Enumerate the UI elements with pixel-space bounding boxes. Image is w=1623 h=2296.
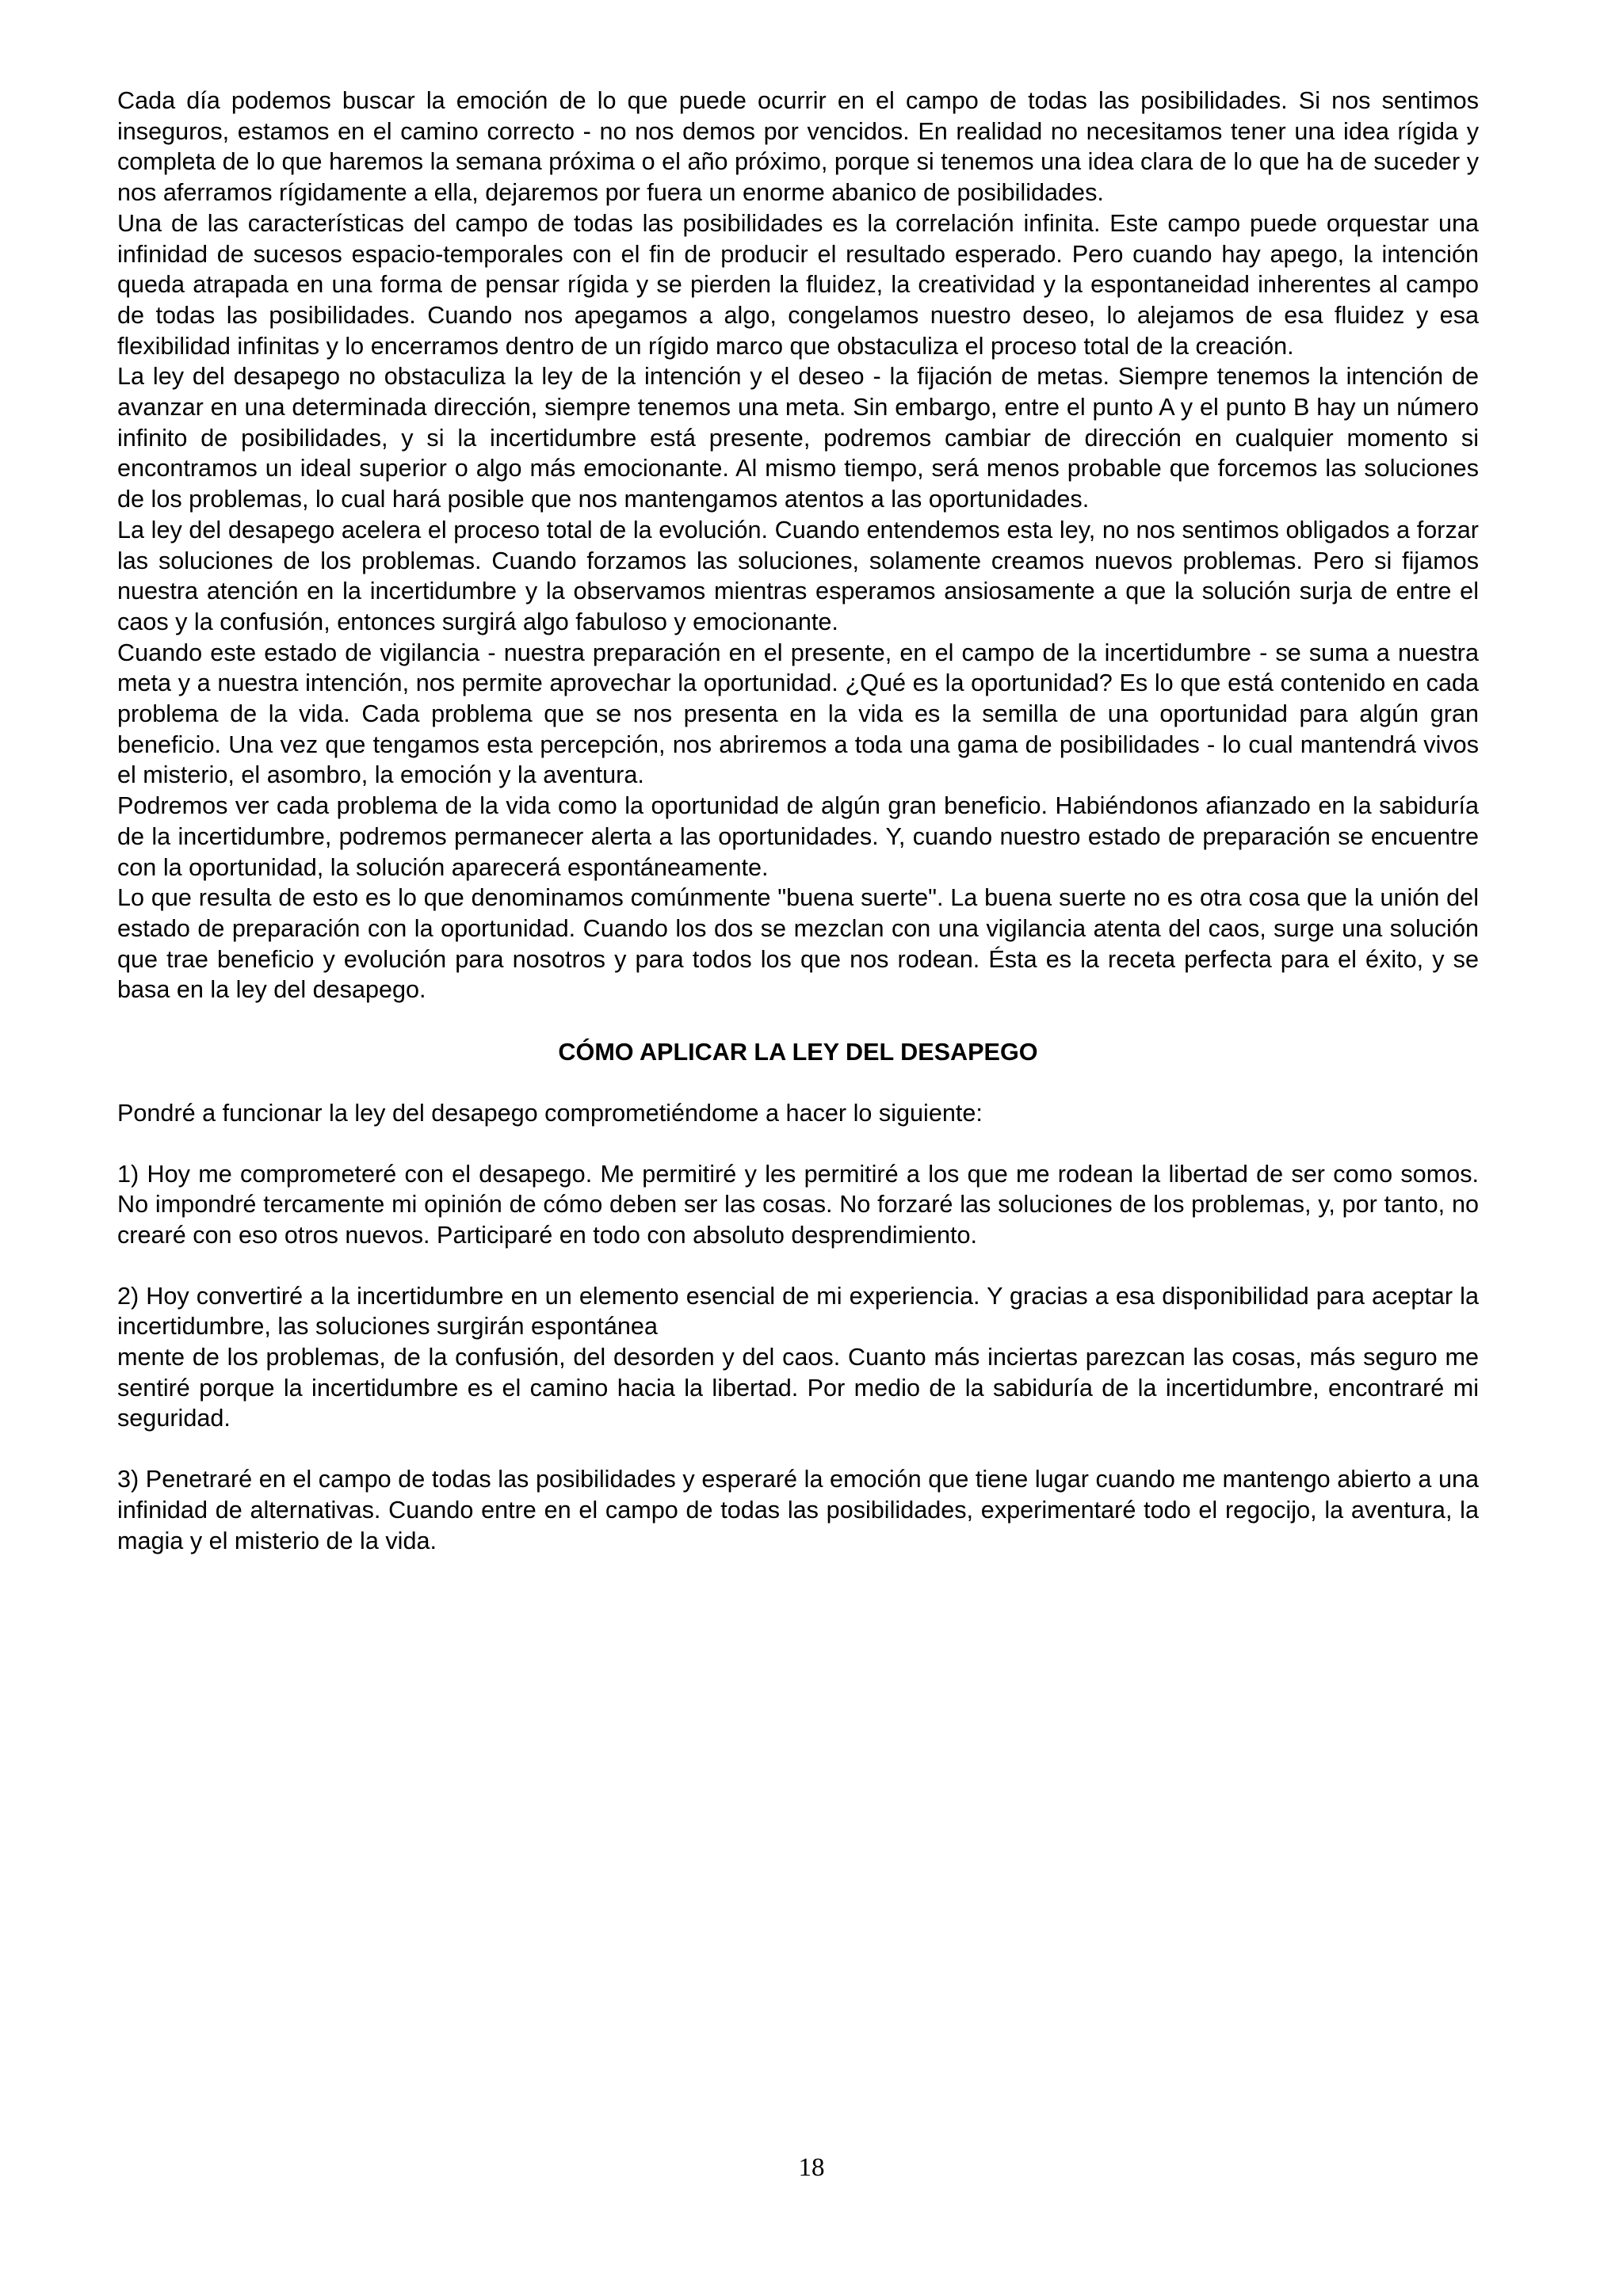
body-paragraph: Cada día podemos buscar la emoción de lo que puede ocurrir en el campo de todas las posibilidades. Si nos sentimos inseguros, estamos en el camino correcto - no nos demos por vencidos. En realidad no necesitamos tener una idea rígida y completa de lo que haremos la semana próxima o el año próximo, porque si tenemos una idea clara de lo que ha de suceder y nos aferramos rígidamente a ella, dejaremos por fuera un enorme abanico de posibilidades.	[117, 87, 1479, 207]
page-number: 18	[798, 2153, 825, 2182]
section-heading: CÓMO APLICAR LA LEY DEL DESAPEGO	[558, 1039, 1038, 1066]
body-paragraph: Podremos ver cada problema de la vida como la oportunidad de algún gran beneficio. Habiéndonos afianzado en la sabiduría de la incertidumbre, podremos permanecer alerta a las oportunidades. Y, cuando nuestro estado de preparación se encuentre con la oportunidad, la solución aparecerá espontáneamente.	[117, 792, 1479, 881]
body-paragraph: La ley del desapego no obstaculiza la ley de la intención y el deseo - la fijación de metas. Siempre tenemos la intención de avanzar en una determinada dirección, siempre tenemos una meta. Sin embargo, entre el punto A y el punto B hay un número infinito de posibilidades, y si la incertidumbre está presente, podremos cambiar de dirección en cualquier momento si encontramos un ideal superior o algo más emocionante. Al mismo tiempo, será menos probable que forcemos las soluciones de los problemas, lo cual hará posible que nos mantengamos atentos a las oportunidades.	[117, 363, 1479, 513]
body-paragraph: Una de las características del campo de todas las posibilidades es la correlación infinita. Este campo puede orquestar una infinidad de sucesos espacio-temporales con el fin de producir el resultado esperado. Pero cuando hay apego, la intención queda atrapada en una forma de pensar rígida y se pierden la fluidez, la creatividad y la espontaneidad inherentes al campo de todas las posibilidades. Cuando nos apegamos a algo, congelamos nuestro deseo, lo alejamos de esa fluidez y esa flexibilidad infinitas y lo encerramos dentro de un rígido marco que obstaculiza el proceso total de la creación.	[117, 209, 1479, 360]
list-item: 1) Hoy me comprometeré con el desapego. Me permitiré y les permitiré a los que me rodean la libertad de ser como somos. No impondré tercamente mi opinión de cómo deben ser las cosas. No forzaré las soluciones de los problemas, y, por tanto, no crearé con eso otros nuevos. Participaré en todo con absoluto desprendimiento.	[117, 1160, 1479, 1249]
body-paragraph: Lo que resulta de esto es lo que denominamos comúnmente "buena suerte". La buena suerte no es otra cosa que la unión del estado de preparación con la oportunidad. Cuando los dos se mezclan con una vigilancia atenta del caos, surge una solución que trae beneficio y evolución para nosotros y para todos los que nos rodean. Ésta es la receta perfecta para el éxito, y se basa en la ley del desapego.	[117, 884, 1479, 1004]
section-intro: Pondré a funcionar la ley del desapego comprometiéndome a hacer lo siguiente:	[117, 1099, 983, 1127]
page-body	[117, 86, 1479, 1586]
body-paragraph: Cuando este estado de vigilancia - nuestra preparación en el presente, en el campo de la incertidumbre - se suma a nuestra meta y a nuestra intención, nos permite aprovechar la oportunidad. ¿Qué es la oportunidad? Es lo que está contenido en cada problema de la vida. Cada problema que se nos presenta en la vida es la semilla de una oportunidad para algún gran beneficio. Una vez que tengamos esta percepción, nos abriremos a toda una gama de posibilidades - lo cual mantendrá vivos el misterio, el asombro, la emoción y la aventura.	[117, 639, 1479, 789]
list-item: 3) Penetraré en el campo de todas las posibilidades y esperaré la emoción que tiene lugar cuando me mantengo abierto a una infinidad de alternativas. Cuando entre en el campo de todas las posibilidades, experimentaré todo el regocijo, la aventura, la magia y el misterio de la vida.	[117, 1466, 1479, 1554]
list-item-line: mente de los problemas, de la confusión, del desorden y del caos. Cuanto más inciertas parezcan las cosas, más seguro me sentiré porque la incertidumbre es el camino hacia la libertad. Por medio de la sabiduría de la incertidumbre, encontraré mi seguridad.	[117, 1344, 1479, 1432]
list-item	[117, 1281, 1479, 1435]
body-paragraph: La ley del desapego acelera el proceso total de la evolución. Cuando entendemos esta ley, no nos sentimos obligados a forzar las soluciones de los problemas. Cuando forzamos las soluciones, solamente creamos nuevos problemas. Pero si fijamos nuestra atención en la incertidumbre y la observamos mientras esperamos ansiosamente a que la solución surja de entre el caos y la confusión, entonces surgirá algo fabuloso y emocionante.	[117, 516, 1479, 635]
list-item-line: 2) Hoy convertiré a la incertidumbre en un elemento esencial de mi experiencia. Y gracias a esa disponibilidad para aceptar la incertidumbre, las soluciones surgirán espontánea	[117, 1282, 1479, 1341]
